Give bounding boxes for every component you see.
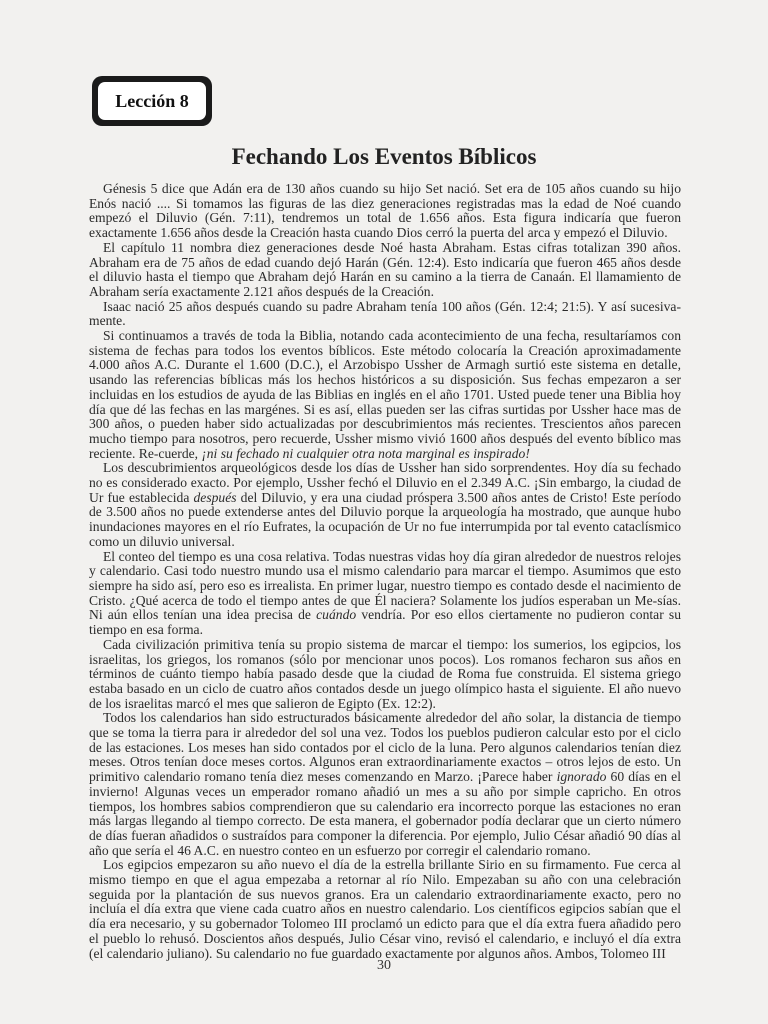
lesson-badge	[92, 76, 212, 126]
text-run: Los egipcios empezaron su año nuevo el día de la estrella brillante Sirio en su firmamento. Fue cerca al mismo tiempo en que el agua empezaba a retornar al río Nilo. Empezaban su año con una celebración seguida por la plantación de sus nuevos granos. Era un calendario extraordinariamente exacto, pero no incluía el día extra que viene cada cuatro años en nuestro calendario. Los científicos egipcios sabían que el día era necesario, y su gobernador Tolomeo III proclamó un edicto para que el día extra fuera añadido pero el pueblo lo rehusó. Doscientos años después, Julio César vino, revisó el calendario, e incluyó el día extra (el calendario juliano). Su calendario no fue guardado exactamente por algunos años. Ambos, Tolomeo III	[89, 857, 681, 961]
paragraph	[89, 182, 681, 241]
text-run: Si continuamos a través de toda la Biblia, notando cada acontecimiento de una fecha, resultaríamos con sistema de fechas para todos los eventos bíblicos. Este método colocaría la Creación aproximadamente 4.000 años A.C. Durante el 1.600 (D.C.), el Arzobispo Ussher de Armagh surtió este sistema en detalle, usando las referencias bíblicas más los hechos históricos a su disposición. Sus fechas empezaron a ser incluidas en los estudios de ayuda de las Biblias en inglés en el año 1701. Usted puede tener una Biblia hoy día que dé las fechas en las margénes. Si es así, ellas pueden ser las cifras surtidas por Ussher hace mas de 300 años, o pueden haber sido actualizadas por descubrimientos más recientes. Trescientos años parecen mucho tiempo para nosotros, pero recuerde, Ussher mismo vivió 1600 años después del evento bíblico mas reciente. Re-cuerde,	[89, 328, 681, 461]
text-run: 60 días en el invierno! Algunas veces un emperador romano añadió un mes a su año por simple capricho. En otros tiempos, los hombres sabios comprendieron que su calendario era incorrecto porque las estaciones no eran más largas llegando al tiempo correcto. De esta manera, el gobernador podía declarar que un cierto número de días fueran añadidos o sustraídos para componer la diferencia. Por ejemplo, Julio César añadió 90 días al año que sería el 46 A.C. en nuestro conteo en un esfuerzo por corregir el calendario romano.	[89, 769, 681, 858]
page-title: Fechando Los Eventos Bíblicos	[231, 144, 537, 169]
text-run: vendría. Por eso ellos ciertamente no pudieron contar su tiempo en esa forma.	[89, 607, 681, 638]
paragraph	[89, 300, 681, 329]
paragraph	[89, 461, 681, 549]
paragraph	[89, 241, 681, 300]
italic-text: ignorado	[556, 769, 607, 785]
paragraph	[89, 329, 681, 461]
text-run: Isaac nació 25 años después cuando su padre Abraham tenía 100 años (Gén. 12:4; 21:5). Y así sucesiva-mente.	[89, 298, 681, 329]
text-run: Cada civilización primitiva tenía su propio sistema de marcar el tiempo: los sumerios, los egipcios, los israelitas, los griegos, los romanos (sólo por mencionar unos pocos). Los romanos fecharon sus años en términos de cuánto tiempo había pasado desde que la ciudad de Roma fue construida. El sistema griego estaba basado en un ciclo de cuatro años contados desde un juego olímpico hasta el siguiente. El año nuevo de los israelitas marcó el mes que salieron de Egipto (Ex. 12:2).	[89, 636, 681, 711]
italic-text: cuándo	[316, 607, 357, 623]
body-text	[89, 182, 681, 961]
text-run: Los descubrimientos arqueológicos desde los días de Ussher han sido sorprendentes. Hoy día su fechado no es considerado exacto. Por ejemplo, Ussher fechó el Diluvio en el 2.349 A.C. ¡Sin embargo, la ciudad de Ur fue establecida	[89, 460, 681, 505]
paragraph	[89, 550, 681, 638]
paragraph	[89, 858, 681, 961]
paragraph	[89, 711, 681, 858]
text-run: El conteo del tiempo es una cosa relativa. Todas nuestras vidas hoy día giran alrededor de nuestros relojes y calendario. Casi todo nuestro mundo usa el mismo calendario para marcar el tiempo. Asumimos que esto siempre ha sido así, pero eso es irrealista. En primer lugar, nuestro tiempo es contado desde el nacimiento de Cristo. ¿Qué acerca de todo el tiempo antes de que Él naciera? Solamente los judíos esperaban un Me-sías. Ni aún ellos tenían una idea precisa de	[89, 548, 681, 623]
italic-text: después	[193, 489, 237, 505]
text-run: Génesis 5 dice que Adán era de 130 años cuando su hijo Set nació. Set era de 105 años cuando su hijo Enós nació .... Si tomamos las figuras de las diez generaciones registradas mas la edad de Noé cuando empezó el Diluvio (Gén. 7:11), tendremos un total de 1.656 años. Esta figura indicaría que fueron exactamente 1.656 años desde la Creación hasta cuando Dios cerró la puerta del arca y empezó el Diluvio.	[89, 181, 681, 241]
text-run: del Diluvio, y era una ciudad próspera 3.500 años antes de Cristo! Este período de 3.500 años no puede extenderse antes del Diluvio porque la arqueología ha mostrado, que aunque hubo inundaciones mayores en el río Eufrates, la ocupación de Ur no fue interrumpida por tal evento cataclísmico como un diluvio universal.	[89, 489, 681, 549]
italic-text: ¡ni su fechado ni cualquier otra nota marginal es inspirado!	[201, 445, 530, 461]
text-run: Todos los calendarios han sido estructurados básicamente alrededor del año solar, la distancia de tiempo que se toma la tierra para ir alrededor del sol una vez. Todos los pueblos pudieron calcular esto por el ciclo de las estaciones. Los meses han sido contados por el ciclo de la luna. Pero algunos calendarios tenían diez meses. Otros tenían doce meses cortos. Algunos eran extraordinariamente exactos – otros lejos de esto. Un primitivo calendario romano tenía diez meses comenzando en Marzo. ¡Parece haber	[89, 710, 681, 785]
lesson-label: Lección 8	[98, 82, 206, 120]
text-run: El capítulo 11 nombra diez generaciones desde Noé hasta Abraham. Estas cifras totalizan 390 años. Abraham era de 75 años de edad cuando dejó Harán (Gén. 12:4). Esto indicaría que fueron 465 años desde el diluvio hasta el tiempo que Abraham dejó Harán en su camino a la tierra de Canaán. El llamamiento de Abraham sería exactamente 2.121 años después de la Creación.	[89, 239, 681, 299]
paragraph	[89, 638, 681, 712]
page-number: 30	[377, 958, 391, 973]
